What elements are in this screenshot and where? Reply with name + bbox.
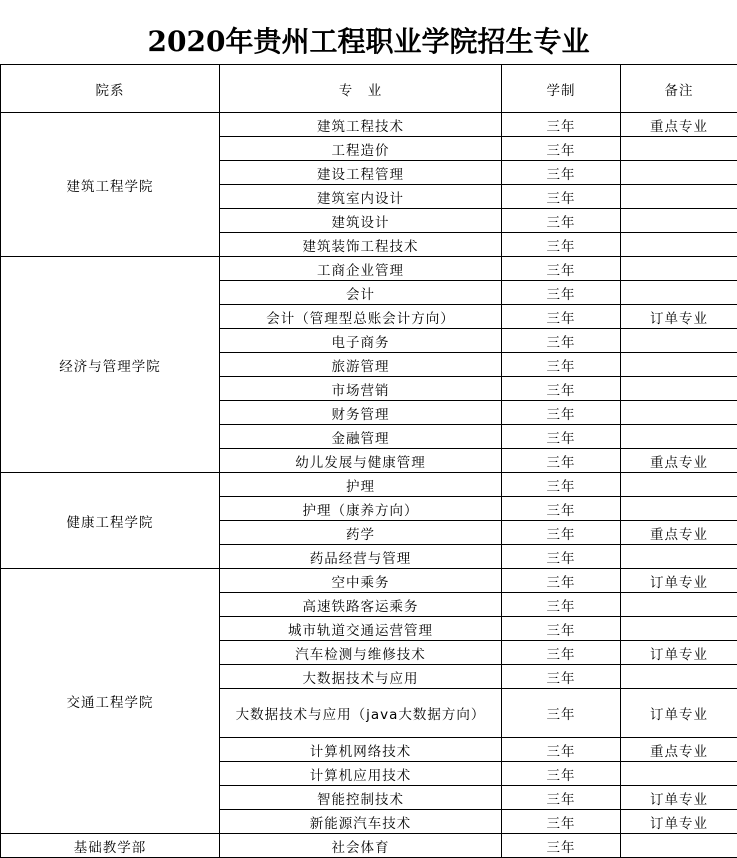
major-cell: 护理 xyxy=(220,473,502,497)
duration-cell: 三年 xyxy=(502,185,621,209)
major-cell: 计算机应用技术 xyxy=(220,762,502,786)
duration-cell: 三年 xyxy=(502,834,621,858)
majors-table xyxy=(0,64,737,858)
major-cell: 金融管理 xyxy=(220,425,502,449)
table-row xyxy=(1,473,737,497)
duration-cell: 三年 xyxy=(502,593,621,617)
major-cell: 计算机网络技术 xyxy=(220,738,502,762)
duration-cell: 三年 xyxy=(502,329,621,353)
duration-cell: 三年 xyxy=(502,641,621,665)
note-cell xyxy=(621,473,737,497)
major-cell: 新能源汽车技术 xyxy=(220,810,502,834)
note-cell xyxy=(621,161,737,185)
major-cell: 建筑室内设计 xyxy=(220,185,502,209)
note-cell xyxy=(621,257,737,281)
note-cell xyxy=(621,401,737,425)
header-note: 备注 xyxy=(621,65,737,113)
note-cell xyxy=(621,497,737,521)
page-title: 2020年贵州工程职业学院招生专业 xyxy=(147,25,590,58)
duration-cell: 三年 xyxy=(502,161,621,185)
duration-cell: 三年 xyxy=(502,521,621,545)
major-cell: 电子商务 xyxy=(220,329,502,353)
note-cell xyxy=(621,665,737,689)
major-cell: 幼儿发展与健康管理 xyxy=(220,449,502,473)
major-cell: 大数据技术与应用 xyxy=(220,665,502,689)
duration-cell: 三年 xyxy=(502,401,621,425)
major-cell: 旅游管理 xyxy=(220,353,502,377)
major-cell: 汽车检测与维修技术 xyxy=(220,641,502,665)
duration-cell: 三年 xyxy=(502,377,621,401)
note-cell xyxy=(621,185,737,209)
table-row xyxy=(1,569,737,593)
note-cell: 重点专业 xyxy=(621,113,737,137)
duration-cell: 三年 xyxy=(502,689,621,738)
major-cell: 药品经营与管理 xyxy=(220,545,502,569)
major-cell: 大数据技术与应用（java大数据方向） xyxy=(220,689,502,738)
major-cell: 会计（管理型总账会计方向） xyxy=(220,305,502,329)
duration-cell: 三年 xyxy=(502,762,621,786)
note-cell xyxy=(621,233,737,257)
note-cell xyxy=(621,425,737,449)
header-major: 专 业 xyxy=(220,65,502,113)
note-cell: 订单专业 xyxy=(621,305,737,329)
note-cell: 订单专业 xyxy=(621,569,737,593)
duration-cell: 三年 xyxy=(502,257,621,281)
note-cell: 订单专业 xyxy=(621,810,737,834)
major-cell: 会计 xyxy=(220,281,502,305)
note-cell: 订单专业 xyxy=(621,786,737,810)
duration-cell: 三年 xyxy=(502,233,621,257)
note-cell xyxy=(621,329,737,353)
major-cell: 护理（康养方向） xyxy=(220,497,502,521)
major-cell: 空中乘务 xyxy=(220,569,502,593)
major-cell: 建筑装饰工程技术 xyxy=(220,233,502,257)
department-cell: 基础教学部 xyxy=(1,834,220,858)
duration-cell: 三年 xyxy=(502,786,621,810)
header-duration: 学制 xyxy=(502,65,621,113)
note-cell xyxy=(621,762,737,786)
major-cell: 工程造价 xyxy=(220,137,502,161)
duration-cell: 三年 xyxy=(502,473,621,497)
header-department: 院系 xyxy=(1,65,220,113)
note-cell xyxy=(621,377,737,401)
duration-cell: 三年 xyxy=(502,617,621,641)
major-cell: 社会体育 xyxy=(220,834,502,858)
major-cell: 工商企业管理 xyxy=(220,257,502,281)
duration-cell: 三年 xyxy=(502,425,621,449)
department-cell: 健康工程学院 xyxy=(1,473,220,569)
duration-cell: 三年 xyxy=(502,569,621,593)
duration-cell: 三年 xyxy=(502,305,621,329)
major-cell: 建筑工程技术 xyxy=(220,113,502,137)
major-cell: 建筑设计 xyxy=(220,209,502,233)
note-cell: 重点专业 xyxy=(621,738,737,762)
duration-cell: 三年 xyxy=(502,449,621,473)
major-cell: 市场营销 xyxy=(220,377,502,401)
note-cell: 订单专业 xyxy=(621,641,737,665)
note-cell xyxy=(621,209,737,233)
note-cell xyxy=(621,353,737,377)
note-cell: 重点专业 xyxy=(621,521,737,545)
major-cell: 建设工程管理 xyxy=(220,161,502,185)
duration-cell: 三年 xyxy=(502,738,621,762)
duration-cell: 三年 xyxy=(502,353,621,377)
major-cell: 高速铁路客运乘务 xyxy=(220,593,502,617)
department-cell: 交通工程学院 xyxy=(1,569,220,834)
note-cell: 重点专业 xyxy=(621,449,737,473)
duration-cell: 三年 xyxy=(502,665,621,689)
duration-cell: 三年 xyxy=(502,810,621,834)
duration-cell: 三年 xyxy=(502,209,621,233)
duration-cell: 三年 xyxy=(502,497,621,521)
table-row xyxy=(1,257,737,281)
note-cell xyxy=(621,137,737,161)
major-cell: 财务管理 xyxy=(220,401,502,425)
department-cell: 建筑工程学院 xyxy=(1,113,220,257)
major-cell: 药学 xyxy=(220,521,502,545)
note-cell xyxy=(621,834,737,858)
duration-cell: 三年 xyxy=(502,137,621,161)
major-cell: 城市轨道交通运营管理 xyxy=(220,617,502,641)
note-cell xyxy=(621,617,737,641)
table-row xyxy=(1,113,737,137)
duration-cell: 三年 xyxy=(502,545,621,569)
note-cell xyxy=(621,593,737,617)
table-row xyxy=(1,834,737,858)
department-cell: 经济与管理学院 xyxy=(1,257,220,473)
note-cell xyxy=(621,545,737,569)
table-body xyxy=(1,113,737,858)
header-row xyxy=(1,65,737,113)
note-cell xyxy=(621,281,737,305)
major-cell: 智能控制技术 xyxy=(220,786,502,810)
duration-cell: 三年 xyxy=(502,113,621,137)
duration-cell: 三年 xyxy=(502,281,621,305)
note-cell: 订单专业 xyxy=(621,689,737,738)
